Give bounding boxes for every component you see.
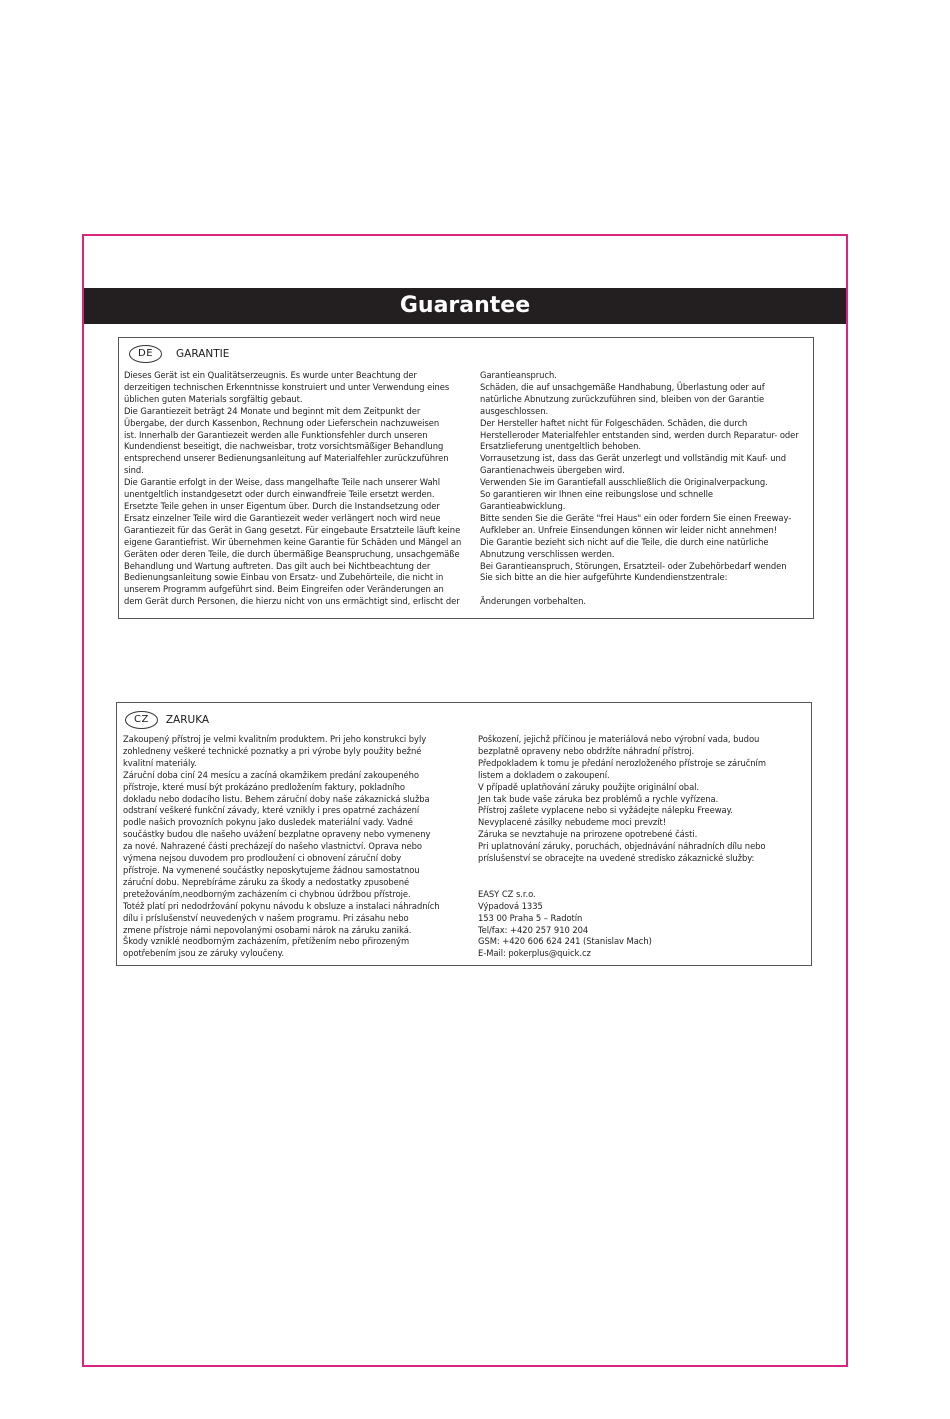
- language-code-badge-de: DE: [129, 345, 162, 363]
- german-heading: GARANTIE: [176, 348, 230, 360]
- german-text-right-column: Garantieanspruch. Schäden, die auf unsachgemäße Handhabung, Überlastung oder auf natürliche Abnutzung zurückzuführen sind, bleiben von der Garantie ausgeschlossen. Der Hersteller haftet nicht für Folgeschäden. Schäden, die durch Herstelleroder Materialfehler entstanden sind, werden durch Reparatur- oder Ersatzlieferung unentgeltlich behoben. Vorrausetzung ist, dass das Gerät unzerlegt und vollständig mit Kauf- und Garantienachweis übergeben wird. Verwenden Sie im Garantiefall ausschließlich die Originalverpackung. So garantieren wir Ihnen eine reibungslose und schnelle Garantieabwicklung. Bitte senden Sie die Geräte "frei Haus" ein oder fordern Sie einen Freeway- Aufkleber an. Unfreie Einsendungen können wir leider nicht annehmen! Die Garantie bezieht sich nicht auf die Teile, die durch eine natürliche Abnutzung verschlissen werden. Bei Garantieanspruch, Störungen, Ersatzteil- oder Zubehörbedarf wenden Sie sich bitte an die hier aufgeführte Kundendienstzentrale: Änderungen vorbehalten.: [480, 370, 799, 607]
- banner-title: Guarantee: [399, 293, 531, 318]
- german-guarantee-box: [118, 337, 814, 619]
- language-code-badge-cz: CZ: [125, 711, 158, 729]
- czech-guarantee-box: [116, 702, 812, 966]
- czech-heading: ZARUKA: [165, 714, 210, 726]
- czech-heading-row: [125, 711, 209, 729]
- czech-text-left-column: Zakoupený přístroj je velmi kvalitním produktem. Pri jeho konstrukci byly zohledneny veškeré technické poznatky a pri výrobe byly použity bežné kvalitní materiály. Záruční doba ciní 24 mesícu a zacíná okamžikem predání zakoupeného přístroje, které musí být prokázáno predložením faktury, pokladního dokladu nebo dodacího listu. Behem záruční doby naše zákaznická služba odstraní veškeré funkční závady, které vznikly i pres opatrné zacházení podle našich provozních pokynu jako dusledek materiální vady. Vadné součástky budou dle našeho uvážení bezplatne opraveny nebo vymeneny za nové. Nahrazené části precházejí do našeho vlastnictví. Oprava nebo výmena nejsou duvodem pro prodloužení ci obnovení záruční doby přístroje. Na vymenené součástky neposkytujeme žádnou samostatnou záruční dobu. Neprebíráme záruku za škody a nedostatky zpusobené pretežováním,neodborným zacházením ci chybnou údržbou přístroje. Totéž platí pri nedodržování pokynu návodu k obsluze a instalaci náhradních dílu i príslušenství neuvedených v našem programu. Pri zásahu nebo zmene přístroje námi nepovolanými osobami nárok na záruku zaniká. Škody vzniklé neodborným zacházením, přetížením nebo přirozeným opotřebením jsou ze záruky vyloučeny.: [123, 734, 440, 959]
- czech-text-right-column: Poškození, jejichž příčinou je materiálová nebo výrobní vada, budou bezplatně opraveny nebo obdržíte náhradní přístroj. Předpokladem k tomu je předání nerozloženého přístroje se záručním listem a dokladem o zakoupení. V případě uplatňování záruky použijte originální obal. Jen tak bude vaše záruka bez problémů a rychle vyřízena. Přístroj zašlete vyplacene nebo si vyžádejte nálepku Freeway. Nevyplacené zásilky nebudeme moci prevzít! Záruka se nevztahuje na prirozene opotrebené části. Pri uplatnování záruky, poruchách, objednávání náhradních dílu nebo príslušenství se obracejte na uvedené stredisko zákaznické služby: EASY CZ s.r.o. Výpadová 1335 153 00 Praha 5 – Radotín Tel/fax: +420 257 910 204 GSM: +420 606 624 241 (Stanislav Mach) E-Mail: pokerplus@quick.cz: [478, 734, 766, 959]
- guarantee-banner: [84, 288, 846, 324]
- german-heading-row: [129, 345, 229, 363]
- german-text-left-column: Dieses Gerät ist ein Qualitätserzeugnis. Es wurde unter Beachtung der derzeitigen technischen Erkenntnisse konstruiert und unter Verwendung eines üblichen guten Materials sorgfältig gebaut. Die Garantiezeit beträgt 24 Monate und beginnt mit dem Zeitpunkt der Übergabe, der durch Kassenbon, Rechnung oder Lieferschein nachzuweisen ist. Innerhalb der Garantiezeit werden alle Funktionsfehler durch unseren Kundendienst beseitigt, die nachweisbar, trotz vorsichtsmäßiger Behandlung entsprechend unserer Bedienungsanleitung auf Materialfehler zurückzuführen sind. Die Garantie erfolgt in der Weise, dass mangelhafte Teile nach unserer Wahl unentgeltlich instandgesetzt oder durch einwandfreie Teile ersetzt werden. Ersetzte Teile gehen in unser Eigentum über. Durch die Instandsetzung oder Ersatz einzelner Teile wird die Garantiezeit weder verlängert noch wird neue Garantiezeit für das Gerät in Gang gesetzt. Für eingebaute Ersatzteile läuft keine eigene Garantiefrist. Wir übernehmen keine Garantie für Schäden und Mängel an Geräten oder deren Teile, die durch übermäßige Beanspruchung, unsachgemäße Behandlung und Wartung auftreten. Das gilt auch bei Nichtbeachtung der Bedienungsanleitung sowie Einbau von Ersatz- und Zubehörteile, die nicht in unserem Programm aufgeführt sind. Beim Eingreifen oder Veränderungen an dem Gerät durch Personen, die hierzu nicht von uns ermächtigt sind, erlischt der: [124, 370, 462, 607]
